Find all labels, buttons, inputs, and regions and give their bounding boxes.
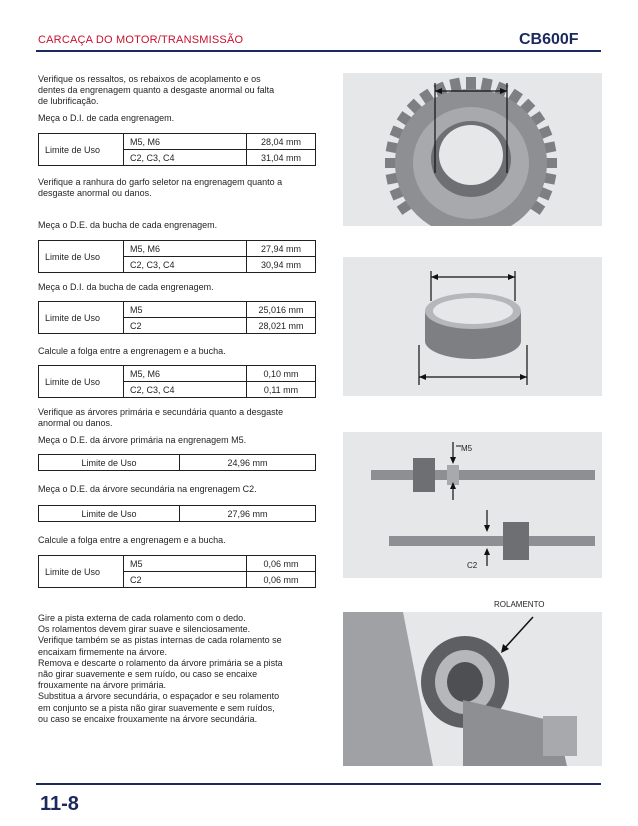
- text-line: encaixam firmemente na árvore.: [38, 646, 168, 657]
- spec-table-bushing-od: [38, 240, 316, 273]
- table-cell: 0,11 mm: [247, 382, 316, 398]
- header-rule: [36, 50, 601, 52]
- bearing-label: ROLAMENTO: [494, 600, 545, 609]
- table-cell: M5: [124, 302, 247, 318]
- page-number: 11-8: [40, 793, 79, 815]
- paragraph-measure-mainshaft-od: Meça o D.E. da árvore primária na engrenagem M5.: [38, 435, 247, 445]
- gear-photo: [343, 73, 602, 226]
- table-cell: 0,10 mm: [247, 366, 316, 382]
- text-line: anormal ou danos.: [38, 418, 113, 429]
- table-cell: M5, M6: [124, 366, 247, 382]
- gear-illustration: [343, 73, 602, 226]
- paragraph-measure-gear-id: Meça o D.I. de cada engrenagem.: [38, 113, 175, 123]
- table-cell: C2, C3, C4: [124, 257, 247, 273]
- text-line: Remova e descarte o rolamento da árvore primária se a pista: [38, 657, 283, 668]
- table-label: Limite de Uso: [39, 556, 124, 588]
- table-label: Limite de Uso: [39, 455, 180, 471]
- table-cell: 25,016 mm: [247, 302, 316, 318]
- table-cell: C2: [124, 572, 247, 588]
- model-name: CB600F: [519, 31, 579, 48]
- text-line: de lubrificação.: [38, 96, 99, 107]
- text-line: Substitua a árvore secundária, o espaçador e seu rolamento: [38, 691, 280, 702]
- table-cell: 28,04 mm: [247, 134, 316, 150]
- shaft-label-m5: M5: [461, 444, 473, 453]
- table-cell: 27,96 mm: [180, 506, 316, 522]
- table-label: Limite de Uso: [39, 302, 124, 334]
- text-line: frouxamente na árvore primária.: [38, 680, 167, 691]
- text-line: dentes da engrenagem quanto a desgaste anormal ou falta: [38, 85, 275, 96]
- paragraph-measure-bushing-id: Meça o D.I. da bucha de cada engrenagem.: [38, 282, 214, 292]
- paragraph-gear-shaft-clearance: Calcule a folga entre a engrenagem e a bucha.: [38, 535, 226, 545]
- table-label: Limite de Uso: [39, 241, 124, 273]
- text-line: em conjunto se a pista não girar suavemente e sem ruídos,: [38, 702, 275, 713]
- table-cell: C2, C3, C4: [124, 382, 247, 398]
- table-label: Limite de Uso: [39, 506, 180, 522]
- paragraph-gear-inspect: [38, 74, 274, 108]
- bushing-illustration: [343, 257, 602, 396]
- shafts-illustration: [343, 432, 602, 578]
- paragraph-gear-bushing-clearance: Calcule a folga entre a engrenagem e a bucha.: [38, 346, 226, 356]
- table-label: Limite de Uso: [39, 134, 124, 166]
- spec-table-gear-id: [38, 133, 316, 166]
- table-cell: 30,94 mm: [247, 257, 316, 273]
- paragraph-shift-fork-groove: [38, 177, 282, 199]
- footer-rule: [36, 783, 601, 785]
- table-label: Limite de Uso: [39, 366, 124, 398]
- text-line: Verifique as árvores primária e secundária quanto a desgaste: [38, 407, 284, 417]
- spec-table-gear-shaft-clearance: [38, 555, 316, 588]
- table-cell: 24,96 mm: [180, 455, 316, 471]
- table-cell: 0,06 mm: [247, 572, 316, 588]
- paragraph-shaft-inspect: [38, 407, 283, 429]
- paragraph-measure-countershaft-od: Meça o D.E. da árvore secundária na engrenagem C2.: [38, 484, 257, 494]
- shafts-photo: [343, 432, 602, 578]
- paragraph-bearing-inspect: [38, 613, 283, 725]
- table-cell: 27,94 mm: [247, 241, 316, 257]
- text-line: Verifique também se as pistas internas de cada rolamento se: [38, 635, 282, 646]
- table-cell: M5, M6: [124, 134, 247, 150]
- text-line: Verifique a ranhura do garfo seletor na engrenagem quanto a: [38, 177, 283, 187]
- table-cell: M5, M6: [124, 241, 247, 257]
- text-line: Os rolamentos devem girar suave e silenciosamente.: [38, 624, 251, 635]
- paragraph-measure-bushing-od: Meça o D.E. da bucha de cada engrenagem.: [38, 220, 218, 230]
- table-cell: C2, C3, C4: [124, 150, 247, 166]
- text-line: não girar suavemente e sem ruído, ou caso se encaixe: [38, 669, 258, 680]
- table-cell: M5: [124, 556, 247, 572]
- spec-table-bushing-id: [38, 301, 316, 334]
- text-line: desgaste anormal ou danos.: [38, 188, 152, 199]
- table-cell: 0,06 mm: [247, 556, 316, 572]
- spec-table-countershaft-od: [38, 505, 316, 522]
- spec-table-gear-bushing-clearance: [38, 365, 316, 398]
- table-cell: 31,04 mm: [247, 150, 316, 166]
- bushing-photo: [343, 257, 602, 396]
- text-line: Verifique os ressaltos, os rebaixos de acoplamento e os: [38, 74, 261, 84]
- text-line: Gire a pista externa de cada rolamento com o dedo.: [38, 613, 246, 623]
- bearing-photo: [343, 612, 602, 766]
- shaft-label-c2: C2: [467, 561, 478, 570]
- table-cell: 28,021 mm: [247, 318, 316, 334]
- section-title: CARCAÇA DO MOTOR/TRANSMISSÃO: [38, 34, 244, 46]
- spec-table-mainshaft-od: [38, 454, 316, 471]
- table-cell: C2: [124, 318, 247, 334]
- text-line: ou caso se encaixe frouxamente na árvore secundária.: [38, 713, 258, 724]
- bearing-illustration: [343, 612, 602, 766]
